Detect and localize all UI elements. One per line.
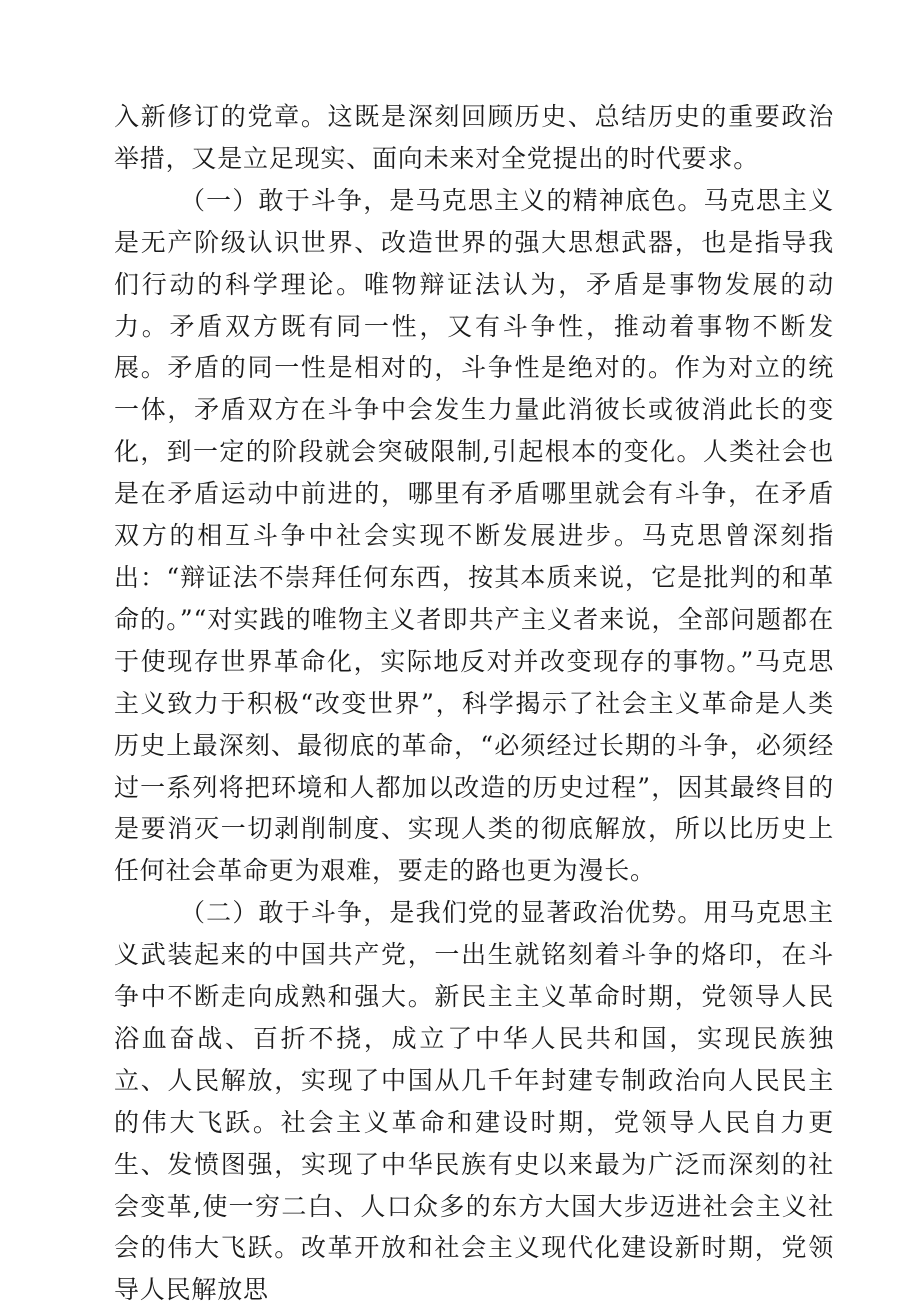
paragraph-section-one: （一）敢于斗争，是马克思主义的精神底色。马克思主义是无产阶级认识世界、改造世界的强大思想武器，也是指导我们行动的科学理论。唯物辩证法认为，矛盾是事物发展的动力。矛盾双方既有同一性，又有斗争性，推动着事物不断发展。矛盾的同一性是相对的，斗争性是绝对的。作为对立的统一体，矛盾双方在斗争中会发生力量此消彼长或彼消此长的变化，到一定的阶段就会突破限制,引起根本的变化。人类社会也是在矛盾运动中前进的，哪里有矛盾哪里就会有斗争，在矛盾双方的相互斗争中社会实现不断发展进步。马克思曾深刻指出：“辩证法不崇拜任何东西，按其本质来说，它是批判的和革命的。”“对实践的唯物主义者即共产主义者来说，全部问题都在于使现存世界革命化，实际地反对并改变现存的事物。”马克思主义致力于积极“改变世界”，科学揭示了社会主义革命是人类历史上最深刻、最彻底的革命，“必须经过长期的斗争，必须经过一系列将把环境和人都加以改造的历史过程”，因其最终目的是要消灭一切剥削制度、实现人类的彻底解放，所以比历史上任何社会革命更为艰难，要走的路也更为漫长。 [114, 185, 834, 886]
body-text [114, 96, 834, 1311]
paragraph-section-two: （二）敢于斗争，是我们党的显著政治优势。用马克思主义武装起来的中国共产党，一出生就铭刻着斗争的烙印，在斗争中不断走向成熟和强大。新民主主义革命时期，党领导人民浴血奋战、百折不挠，成立了中华人民共和国，实现民族独立、人民解放，实现了中国从几千年封建专制政治向人民民主的伟大飞跃。社会主义革命和建设时期，党领导人民自力更生、发愤图强，实现了中华民族有史以来最为广泛而深刻的社会变革,使一穷二白、人口众多的东方大国大步迈进社会主义社会的伟大飞跃。改革开放和社会主义现代化建设新时期，党领导人民解放思 [114, 898, 834, 1305]
paragraph-continuation: 入新修订的党章。这既是深刻回顾历史、总结历史的重要政治举措，又是立足现实、面向未来对全党提出的时代要求。 [114, 102, 834, 173]
